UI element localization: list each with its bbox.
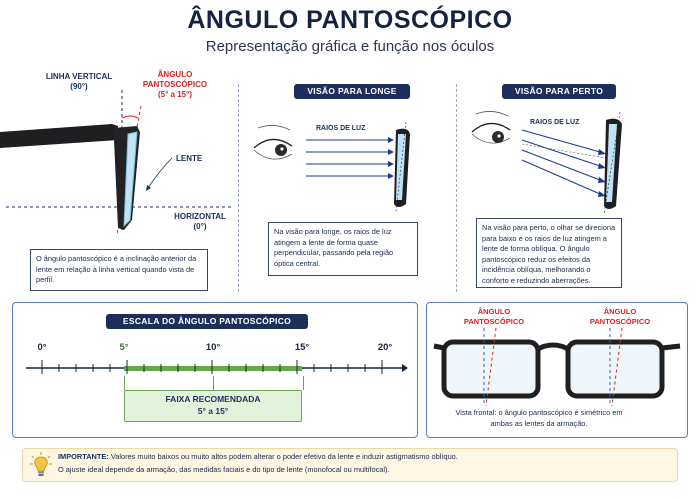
scale-tick-label: 10°	[205, 342, 221, 353]
front-view-caption: Vista frontal: o ângulo pantoscópico é simétrico em ambas as lentes da armação.	[452, 406, 626, 434]
eye-icon	[254, 125, 292, 159]
horizontal-label	[170, 212, 230, 232]
near-vision-note: Na visão para perto, o olhar se direciona para baixo e os raios de luz atingem a lente de forma oblíqua. O ângulo pantoscópico reduz os efeitos da incidência oblíqua, melhorando o conforto e reduzindo aberrações.	[476, 218, 622, 288]
scale-badge: ESCALA DO ÂNGULO PANTOSCÓPICO	[106, 314, 308, 329]
front-right-angle-label	[580, 307, 660, 327]
front-right-label-line1: ÂNGULO	[603, 307, 637, 316]
vertical-line-label-text: LINHA VERTICAL	[45, 72, 113, 81]
recommended-range: 5° a 15°	[197, 406, 229, 416]
angle-label-line2: PANTOSCÓPICO	[142, 80, 208, 89]
front-left-angle-label	[454, 307, 534, 327]
important-text-2: O ajuste ideal depende da armação, das medidas faciais e do tipo de lente (monofocal ou multifocal).	[58, 465, 390, 474]
page-subtitle: Representação gráfica e função nos óculos	[205, 38, 495, 55]
lightbulb-icon	[30, 452, 52, 478]
scale-tick-label: 15°	[294, 342, 310, 353]
front-right-label-line2: PANTOSCÓPICO	[589, 317, 651, 326]
important-text-1: Valores muito baixos ou muito altos podem alterar o poder efetivo da lente e induzir astigmatismo oblíquo.	[110, 452, 458, 461]
divider	[238, 84, 239, 292]
divider	[456, 84, 457, 292]
far-vision-badge: VISÃO PARA LONGE	[294, 84, 410, 99]
glasses-icon	[434, 342, 680, 396]
horizontal-label-degree: (0°)	[193, 222, 207, 231]
scale-tick-label: 0°	[37, 342, 47, 353]
side-view-note: O ângulo pantoscópico é a inclinação anterior da lente em relação à linha vertical quando vista de perfil.	[30, 249, 208, 291]
vertical-line-degree: (90°)	[70, 82, 88, 91]
recommended-label: FAIXA RECOMENDADA	[165, 394, 261, 404]
angle-label-line1: ÂNGULO	[157, 70, 193, 79]
front-left-label-line1: ÂNGULO	[477, 307, 511, 316]
recommended-center-line	[213, 376, 214, 390]
front-left-label-line2: PANTOSCÓPICO	[463, 317, 525, 326]
near-vision-badge: VISÃO PARA PERTO	[502, 84, 616, 99]
far-vision-diagram	[248, 100, 452, 220]
horizontal-label-text: HORIZONTAL	[174, 212, 226, 221]
recommended-bracket	[124, 376, 304, 390]
lens-label: LENTE	[176, 154, 203, 163]
page-title: ÂNGULO PANTOSCÓPICO	[187, 6, 513, 34]
vertical-line-label	[34, 72, 124, 92]
scale-tick-label: 20°	[377, 342, 393, 353]
scale-tick-label: 5°	[119, 342, 129, 353]
recommended-range-box	[124, 390, 302, 422]
angle-label-range: (5° a 15°)	[158, 90, 192, 99]
far-rays-label: RAIOS DE LUZ	[316, 125, 366, 132]
important-label: IMPORTANTE:	[58, 452, 109, 461]
important-line-1	[58, 451, 670, 462]
far-vision-note: Na visão para longe, os raios de luz atingem a lente de forma quase perpendicular, passando pela região óptica central.	[268, 222, 418, 276]
eye-icon	[472, 111, 510, 143]
pantoscopic-angle-label	[130, 70, 220, 100]
near-rays-label: RAIOS DE LUZ	[530, 119, 580, 126]
